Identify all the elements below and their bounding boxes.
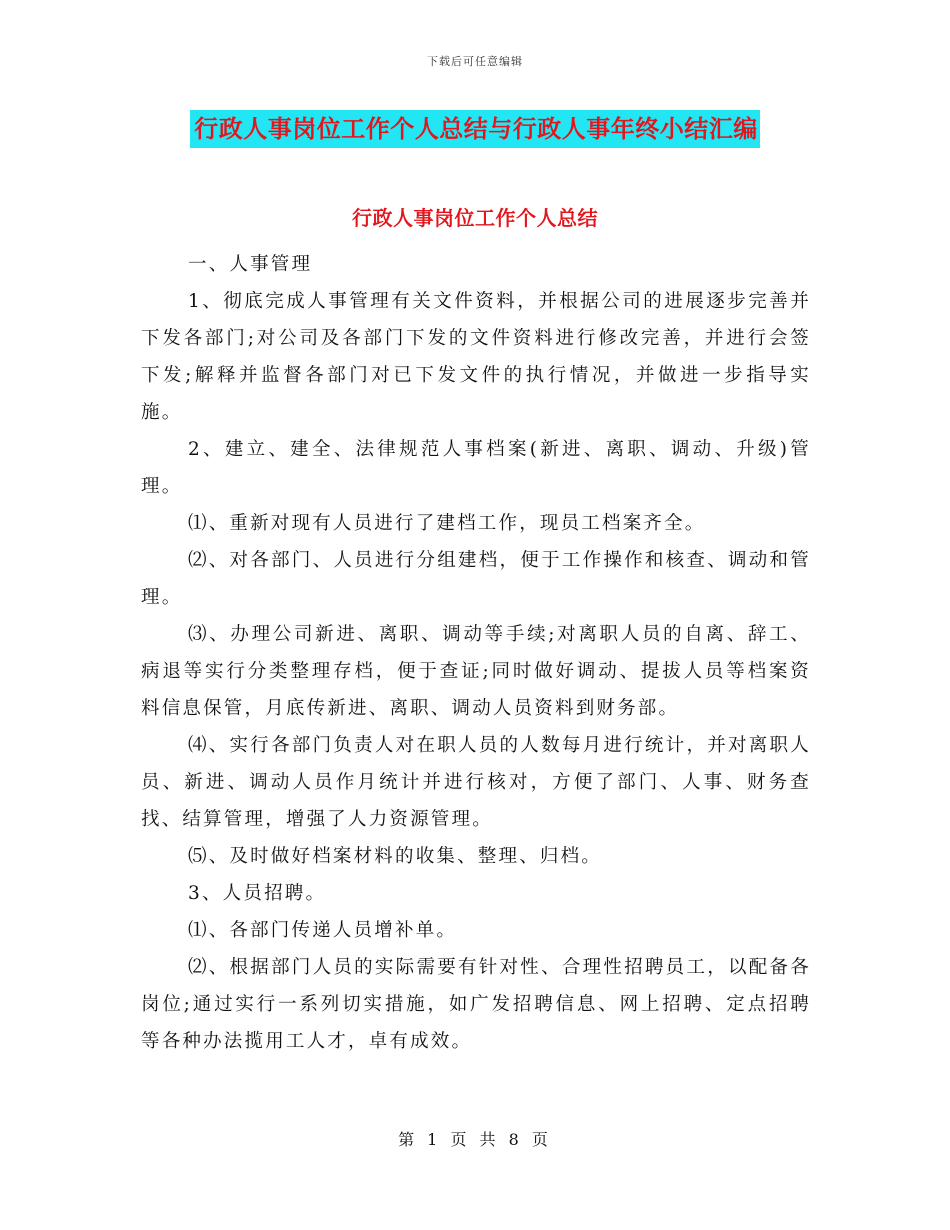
main-title: 行政人事岗位工作个人总结与行政人事年终小结汇编 [190,110,760,148]
paragraph-3-2: ⑵、根据部门人员的实际需要有针对性、合理性招聘员工，以配备各岗位;通过实行一系列切实措施，如广发招聘信息、网上招聘、定点招聘等各种办法揽用工人才，卓有成效。 [141,957,811,1052]
page-header-note: 下载后可任意编辑 [427,55,523,68]
paragraph-2-3: ⑶、办理公司新进、离职、调动等手续;对离职人员的自离、辞工、病退等实行分类整理存档，便于查证;同时做好调动、提拔人员等档案资料信息保管，月底传新进、离职、调动人员资料到财务部。 [141,624,811,719]
section-title: 行政人事岗位工作个人总结 [352,206,598,230]
paragraph-2-5: ⑸、及时做好档案材料的收集、整理、归档。 [188,846,603,867]
heading-hr-management: 一、人事管理 [188,254,313,275]
paragraph-1: 1、彻底完成人事管理有关文件资料，并根据公司的进展逐步完善并下发各部门;对公司及各部门下发的文件资料进行修改完善，并进行会签下发;解释并监督各部门对已下发文件的执行情况，并做进一步指导实施。 [141,291,811,423]
paragraph-2-2: ⑵、对各部门、人员进行分组建档，便于工作操作和核查、调动和管理。 [141,550,811,608]
paragraph-2-1: ⑴、重新对现有人员进行了建档工作，现员工档案齐全。 [188,513,706,534]
paragraph-3-1: ⑴、各部门传递人员增补单。 [188,920,458,941]
paragraph-3: 3、人员招聘。 [188,883,327,904]
page-number: 第 1 页 共 8 页 [398,1130,552,1149]
main-title-container [0,110,950,148]
paragraph-2: 2、建立、建全、法律规范人事档案(新进、离职、调动、升级)管理。 [141,439,811,497]
paragraph-2-4: ⑷、实行各部门负责人对在职人员的人数每月进行统计，并对离职人员、新进、调动人员作月统计并进行核对，方便了部门、人事、财务查找、结算管理，增强了人力资源管理。 [141,735,811,830]
document-body [141,246,811,1060]
